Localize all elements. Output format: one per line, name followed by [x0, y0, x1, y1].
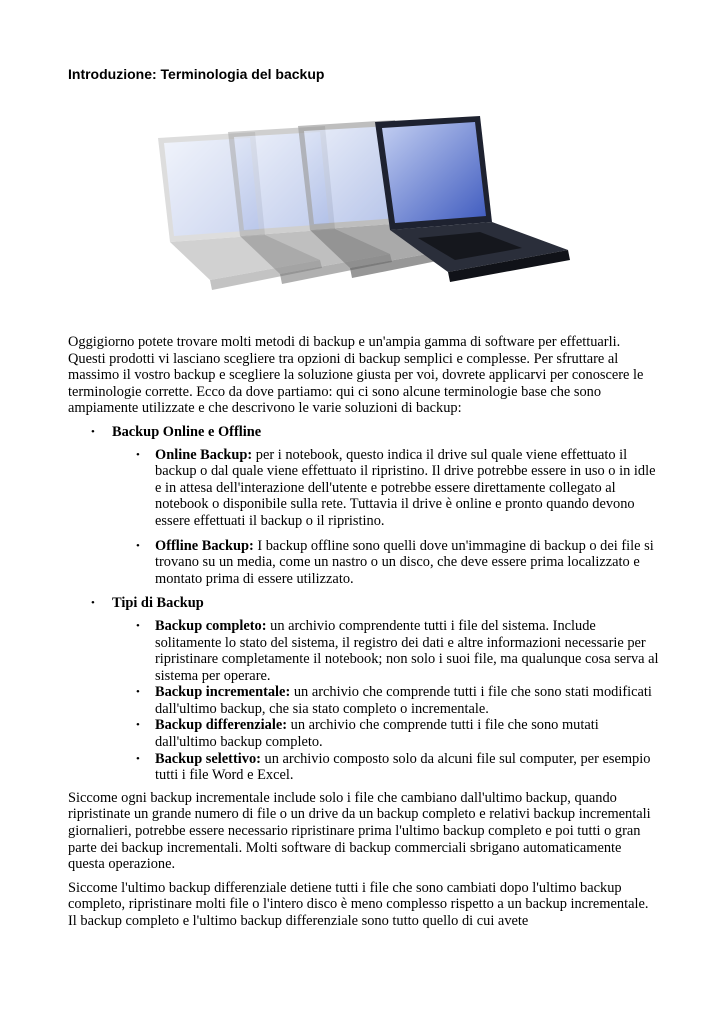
list-item — [112, 751, 660, 784]
list-item — [112, 447, 660, 530]
term-description: un archivio comprendente tutti i file del sistema. Include solitamente lo stato del sistema, il registro dei dati e altre informazioni necessarie per ripristinare completamente il notebook; non solo i suoi file, ma qualunque cosa serva al sistema per operare. — [155, 617, 659, 684]
term: Backup completo: — [155, 617, 267, 634]
differential-paragraph: Siccome l'ultimo backup differenziale detiene tutti i file che sono cambiati dopo l'ultimo backup completo, ripristinare molti file o l'intero disco è meno complesso rispetto a un backup incrementale. Il backup completo e l'ultimo backup differenziale sono tutto quello di cui avete — [68, 879, 649, 929]
list-item — [112, 684, 660, 717]
sublist — [112, 618, 660, 784]
list-item — [68, 424, 660, 587]
term: Backup differenziale: — [155, 717, 288, 734]
term: Backup selettivo: — [155, 750, 261, 767]
intro-paragraph: Oggigiorno potete trovare molti metodi di backup e un'ampia gamma di software per effettuarli. Questi prodotti vi lasciano scegliere tra opzioni di backup semplici e complesse. Per sfruttare al massimo il vostro backup e scegliere la soluzione giusta per voi, dovrete applicarvi per conoscere le terminologie corrette. Ecco da dove partiamo: qui ci sono alcune terminologie base che sono ampiamente utilizzate e che descrivono le varie soluzioni di backup: — [68, 334, 644, 417]
term-description: un archivio composto solo da alcuni file sul computer, per esempio tutti i file Word e Excel. — [155, 750, 651, 784]
term-description: I backup offline sono quelli dove un'immagine di backup o dei file si trovano su un media, come un nastro o un disco, che deve essere prima localizzato e montato prima di essere utilizzato. — [155, 537, 654, 587]
terminology-list — [68, 424, 660, 784]
page-title: Introduzione: Terminologia del backup — [68, 66, 325, 82]
document-body — [68, 334, 660, 937]
section-label: • Tipi di Backup — [112, 595, 204, 612]
term: Offline Backup: — [155, 537, 254, 554]
list-item — [112, 717, 660, 750]
list-item — [112, 538, 660, 588]
sublist — [112, 447, 660, 588]
section-label: • Backup Online e Offline — [112, 423, 262, 440]
term-description: un archivio che comprende tutti i file che sono stati modificati dall'ultimo backup, che sia stato completo o incrementale. — [155, 684, 652, 717]
laptops-row-icon — [150, 110, 580, 310]
term-description: un archivio che comprende tutti i file che sono mutati dall'ultimo backup completo. — [155, 717, 599, 751]
incremental-paragraph: Siccome ogni backup incrementale include solo i file che cambiano dall'ultimo backup, quando ripristinate un grande numero di file o un drive da un backup completo e relativi backup incrementali giornalieri, potrebbe essere necessario ripristinare prima l'ultimo backup completo e poi tutti o gran parte dei backup incrementali. Molti software di backup commerciali sbrigano automaticamente questa operazione. — [68, 789, 651, 873]
term: Backup incrementale: — [155, 684, 291, 701]
term-description: per i notebook, questo indica il drive sul quale viene effettuato il backup o dal quale viene effettuato il ripristino. Il drive potrebbe essere in uso o in idle e in attesa dell'interazione dell'utente e potrebbe essere direttamente collegato al notebook o disponibile sulla rete. Tuttavia il drive è online e pronto quando devono essere effettuati il backup o il ripristino. — [155, 446, 656, 529]
list-item — [112, 618, 660, 684]
list-item — [68, 595, 660, 784]
term: Online Backup: — [155, 446, 253, 463]
